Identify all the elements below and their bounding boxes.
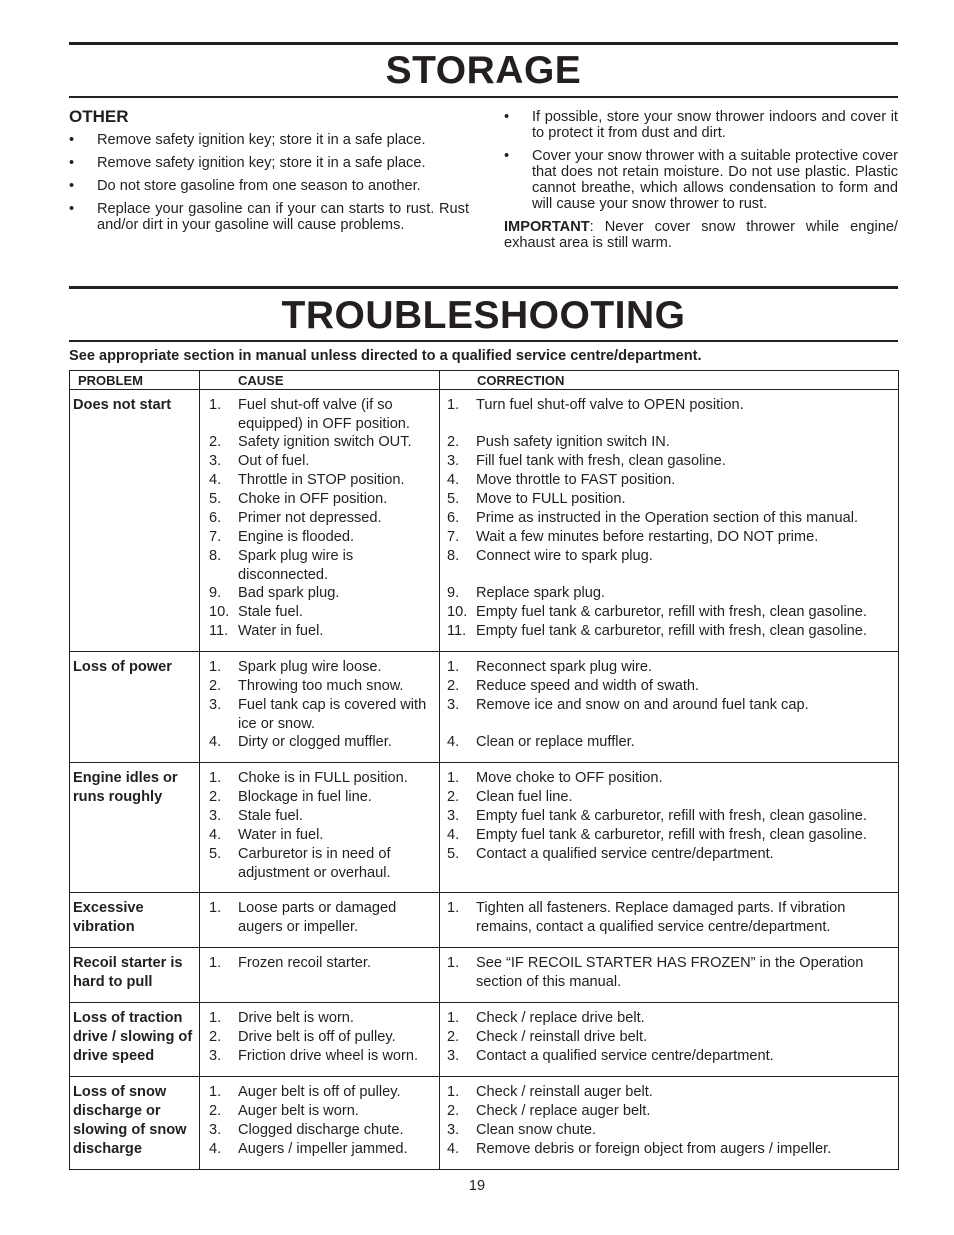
troubleshooting-top-rule (69, 286, 898, 289)
item-number: 11. (447, 623, 467, 639)
cause-item (204, 658, 435, 677)
item-number: 5. (447, 491, 460, 507)
item-number: 4. (447, 1141, 460, 1157)
cause-text: Stale fuel. (238, 604, 303, 620)
bullet-item (504, 109, 898, 141)
cause-item (204, 1047, 435, 1066)
storage-title: STORAGE (385, 49, 582, 92)
correction-text: Tighten all fasteners. Replace damaged parts. If vibration remains, contact a qualified service centre/department. (476, 900, 846, 935)
item-number: 3. (209, 697, 222, 713)
correction-item (444, 954, 894, 991)
cause-item (204, 490, 435, 509)
cause-text: Out of fuel. (238, 453, 310, 469)
item-number: 1. (447, 1084, 460, 1100)
bullet-item (69, 132, 469, 148)
item-number: 8. (447, 548, 460, 564)
table-row (70, 893, 899, 948)
bullet-text: Cover your snow thrower with a suitable protective cover that does not retain moisture. Do not use plastic. Plastic cannot breathe, which allows condensation to form and will cause your snow thrower to rust. (532, 148, 898, 212)
correction-text: Check / reinstall auger belt. (476, 1084, 653, 1100)
bullet-text: Remove safety ignition key; store it in a safe place. (97, 132, 426, 148)
cause-text: Water in fuel. (238, 827, 324, 843)
cause-text: Fuel tank cap is covered with ice or snow. (238, 697, 427, 732)
cause-list (204, 769, 435, 882)
correction-text: Reconnect spark plug wire. (476, 659, 653, 675)
correction-text: Fill fuel tank with fresh, clean gasoline. (476, 453, 726, 469)
bullet-text: If possible, store your snow thrower indoors and cover it to protect it from dust and dirt. (532, 109, 898, 141)
cause-text: Drive belt is worn. (238, 1010, 354, 1026)
item-number: 2. (447, 434, 460, 450)
troubleshooting-note: See appropriate section in manual unless directed to a qualified service centre/department. (69, 348, 702, 364)
correction-item (444, 658, 894, 677)
cause-item (204, 1121, 435, 1140)
correction-text: Check / replace auger belt. (476, 1103, 651, 1119)
bullet-marker: • (69, 132, 75, 148)
item-number: 6. (447, 510, 460, 526)
table-row (70, 390, 899, 652)
cause-item (204, 899, 435, 936)
cause-text: Friction drive wheel is worn. (238, 1048, 419, 1064)
correction-text: Remove ice and snow on and around fuel tank cap. (476, 697, 809, 713)
storage-bottom-rule (69, 96, 898, 98)
correction-item (444, 603, 894, 622)
cause-list (204, 1083, 435, 1159)
storage-right-list (504, 109, 898, 212)
correction-text: Reduce speed and width of swath. (476, 678, 700, 694)
cause-item (204, 1009, 435, 1028)
cause-item (204, 509, 435, 528)
correction-cell (440, 652, 899, 763)
bullet-marker: • (69, 155, 75, 171)
table-row (70, 763, 899, 893)
correction-text: Move throttle to FAST position. (476, 472, 676, 488)
bullet-marker: • (504, 109, 510, 125)
cause-text: Loose parts or damaged augers or impeller. (238, 900, 397, 935)
storage-top-rule (69, 42, 898, 45)
correction-text: Move to FULL position. (476, 491, 626, 507)
correction-text: Empty fuel tank & carburetor, refill with fresh, clean gasoline. (476, 623, 867, 639)
correction-item (444, 826, 894, 845)
bullet-item (69, 201, 469, 233)
item-number: 1. (447, 770, 460, 786)
table-body (70, 390, 899, 1170)
problem-cell: Loss of power (70, 652, 200, 763)
correction-list (444, 1083, 894, 1159)
item-number: 1. (209, 1084, 222, 1100)
correction-text: Empty fuel tank & carburetor, refill with fresh, clean gasoline. (476, 604, 867, 620)
header-correction: CORRECTION (440, 371, 899, 390)
item-number: 1. (209, 397, 222, 413)
problem-cell: Recoil starter is hard to pull (70, 948, 200, 1003)
important-text: : Never cover snow thrower while engine/ exhaust area is still warm. (504, 219, 898, 251)
correction-text: Clean or replace muffler. (476, 734, 635, 750)
correction-item (444, 788, 894, 807)
item-number: 1. (447, 659, 460, 675)
correction-item (444, 1140, 894, 1159)
correction-text: Empty fuel tank & carburetor, refill with fresh, clean gasoline. (476, 827, 867, 843)
item-number: 1. (447, 397, 460, 413)
correction-item (444, 769, 894, 788)
item-number: 7. (447, 529, 460, 545)
item-number: 11. (209, 623, 229, 639)
correction-text: Clean fuel line. (476, 789, 573, 805)
cause-cell (200, 893, 440, 948)
cause-item (204, 433, 435, 452)
cause-item (204, 788, 435, 807)
item-number: 5. (209, 846, 222, 862)
correction-text: Wait a few minutes before restarting, DO NOT prime. (476, 529, 819, 545)
correction-list (444, 899, 894, 936)
important-label: IMPORTANT (504, 219, 590, 235)
cause-item (204, 1028, 435, 1047)
cause-text: Dirty or clogged muffler. (238, 734, 392, 750)
bullet-marker: • (69, 178, 75, 194)
correction-item (444, 471, 894, 490)
cause-list (204, 1009, 435, 1066)
cause-text: Safety ignition switch OUT. (238, 434, 412, 450)
cause-item (204, 826, 435, 845)
cause-text: Choke in OFF position. (238, 491, 388, 507)
correction-cell (440, 390, 899, 652)
correction-text: Replace spark plug. (476, 585, 605, 601)
cause-text: Fuel shut-off valve (if so equipped) in OFF position. (238, 397, 410, 432)
item-number: 10. (447, 604, 468, 620)
correction-item (444, 509, 894, 528)
cause-item (204, 622, 435, 641)
cause-item (204, 954, 435, 991)
cause-text: Augers / impeller jammed. (238, 1141, 408, 1157)
correction-item (444, 584, 894, 603)
cause-text: Water in fuel. (238, 623, 324, 639)
bullet-marker: • (69, 201, 75, 217)
problem-cell: Engine idles or runs roughly (70, 763, 200, 893)
cause-item (204, 396, 435, 433)
item-number: 2. (447, 1103, 460, 1119)
correction-text: Clean snow chute. (476, 1122, 597, 1138)
correction-list (444, 1009, 894, 1066)
correction-cell (440, 763, 899, 893)
correction-list (444, 658, 894, 752)
cause-list (204, 396, 435, 641)
correction-text: Check / reinstall drive belt. (476, 1029, 648, 1045)
correction-item (444, 396, 894, 433)
item-number: 4. (447, 472, 460, 488)
correction-item (444, 1009, 894, 1028)
item-number: 3. (447, 1048, 460, 1064)
correction-list (444, 769, 894, 882)
header-cause: CAUSE (200, 371, 440, 390)
problem-cell: Does not start (70, 390, 200, 652)
item-number: 2. (209, 789, 222, 805)
correction-item (444, 452, 894, 471)
correction-item (444, 547, 894, 584)
item-number: 1. (447, 900, 460, 916)
cause-text: Spark plug wire is disconnected. (238, 548, 354, 583)
correction-text: Prime as instructed in the Operation section of this manual. (476, 510, 859, 526)
storage-left-list (69, 132, 469, 233)
item-number: 1. (209, 955, 222, 971)
page-number: 19 (468, 1178, 486, 1194)
problem-cell: Excessive vibration (70, 893, 200, 948)
correction-item (444, 807, 894, 826)
correction-cell (440, 1077, 899, 1170)
cause-text: Primer not depressed. (238, 510, 382, 526)
item-number: 4. (209, 827, 222, 843)
cause-item (204, 1102, 435, 1121)
cause-text: Bad spark plug. (238, 585, 340, 601)
correction-cell (440, 893, 899, 948)
item-number: 1. (447, 1010, 460, 1026)
item-number: 2. (447, 789, 460, 805)
cause-item (204, 603, 435, 622)
item-number: 2. (209, 434, 222, 450)
item-number: 3. (209, 453, 222, 469)
correction-cell (440, 1003, 899, 1077)
correction-list (444, 954, 894, 991)
cause-text: Clogged discharge chute. (238, 1122, 404, 1138)
correction-cell (440, 948, 899, 1003)
cause-item (204, 1083, 435, 1102)
table-row (70, 1003, 899, 1077)
cause-item (204, 528, 435, 547)
cause-text: Blockage in fuel line. (238, 789, 372, 805)
item-number: 4. (447, 734, 460, 750)
item-number: 1. (209, 659, 222, 675)
important-note (504, 219, 898, 251)
cause-item (204, 547, 435, 584)
item-number: 8. (209, 548, 222, 564)
header-problem: PROBLEM (70, 371, 200, 390)
item-number: 1. (209, 900, 222, 916)
cause-text: Carburetor is in need of adjustment or overhaul. (238, 846, 391, 881)
table-row (70, 652, 899, 763)
cause-text: Auger belt is off of pulley. (238, 1084, 401, 1100)
item-number: 3. (209, 808, 222, 824)
bullet-marker: • (504, 148, 510, 164)
cause-text: Frozen recoil starter. (238, 955, 372, 971)
cause-cell (200, 763, 440, 893)
item-number: 2. (447, 1029, 460, 1045)
item-number: 2. (447, 678, 460, 694)
cause-item (204, 677, 435, 696)
item-number: 5. (209, 491, 222, 507)
correction-text: Contact a qualified service centre/department. (476, 1048, 774, 1064)
cause-item (204, 769, 435, 788)
item-number: 3. (447, 808, 460, 824)
correction-text: Connect wire to spark plug. (476, 548, 653, 564)
item-number: 1. (447, 955, 460, 971)
correction-text: Turn fuel shut-off valve to OPEN position. (476, 397, 744, 413)
item-number: 7. (209, 529, 222, 545)
cause-item (204, 696, 435, 733)
cause-list (204, 899, 435, 936)
troubleshooting-table (69, 370, 899, 1170)
item-number: 3. (447, 1122, 460, 1138)
item-number: 3. (209, 1122, 222, 1138)
item-number: 6. (209, 510, 222, 526)
item-number: 4. (209, 734, 222, 750)
bullet-item (69, 178, 469, 194)
cause-text: Auger belt is worn. (238, 1103, 359, 1119)
bullet-text: Do not store gasoline from one season to another. (97, 178, 421, 194)
item-number: 3. (447, 697, 460, 713)
correction-item (444, 696, 894, 733)
correction-item (444, 1102, 894, 1121)
cause-item (204, 1140, 435, 1159)
cause-text: Spark plug wire loose. (238, 659, 382, 675)
cause-cell (200, 1077, 440, 1170)
correction-item (444, 1121, 894, 1140)
cause-cell (200, 1003, 440, 1077)
cause-cell (200, 390, 440, 652)
item-number: 5. (447, 846, 460, 862)
problem-cell: Loss of traction drive / slowing of drive speed (70, 1003, 200, 1077)
correction-text: Empty fuel tank & carburetor, refill with fresh, clean gasoline. (476, 808, 867, 824)
cause-item (204, 807, 435, 826)
storage-right-column (504, 109, 898, 251)
cause-text: Throttle in STOP position. (238, 472, 405, 488)
item-number: 2. (209, 678, 222, 694)
cause-item (204, 733, 435, 752)
correction-list (444, 396, 894, 641)
cause-item (204, 471, 435, 490)
cause-cell (200, 948, 440, 1003)
correction-item (444, 733, 894, 752)
table-row (70, 1077, 899, 1170)
correction-text: Move choke to OFF position. (476, 770, 663, 786)
correction-text: Check / replace drive belt. (476, 1010, 645, 1026)
item-number: 9. (209, 585, 222, 601)
table-row (70, 948, 899, 1003)
cause-item (204, 584, 435, 603)
item-number: 1. (209, 770, 222, 786)
storage-left-column (69, 108, 469, 240)
bullet-item (504, 148, 898, 212)
correction-item (444, 528, 894, 547)
item-number: 4. (209, 472, 222, 488)
cause-text: Stale fuel. (238, 808, 303, 824)
cause-text: Throwing too much snow. (238, 678, 404, 694)
correction-item (444, 845, 894, 882)
bullet-item (69, 155, 469, 171)
cause-item (204, 845, 435, 882)
correction-text: Push safety ignition switch IN. (476, 434, 670, 450)
cause-cell (200, 652, 440, 763)
correction-item (444, 1047, 894, 1066)
cause-text: Choke is in FULL position. (238, 770, 408, 786)
correction-item (444, 1028, 894, 1047)
cause-list (204, 658, 435, 752)
cause-item (204, 452, 435, 471)
correction-item (444, 433, 894, 452)
correction-text: Contact a qualified service centre/department. (476, 846, 774, 862)
item-number: 2. (209, 1029, 222, 1045)
cause-list (204, 954, 435, 991)
storage-subheading: OTHER (69, 107, 129, 126)
troubleshooting-title: TROUBLESHOOTING (281, 294, 686, 337)
correction-text: Remove debris or foreign object from augers / impeller. (476, 1141, 832, 1157)
item-number: 3. (447, 453, 460, 469)
table-header-row (70, 371, 899, 390)
item-number: 4. (447, 827, 460, 843)
correction-item (444, 677, 894, 696)
item-number: 10. (209, 604, 230, 620)
item-number: 3. (209, 1048, 222, 1064)
bullet-text: Replace your gasoline can if your can starts to rust. Rust and/or dirt in your gasoline will cause problems. (97, 201, 469, 233)
troubleshooting-bottom-rule (69, 340, 898, 342)
problem-cell: Loss of snow discharge or slowing of snow discharge (70, 1077, 200, 1170)
correction-text: See “IF RECOIL STARTER HAS FROZEN” in the Operation section of this manual. (476, 955, 864, 990)
correction-item (444, 899, 894, 936)
correction-item (444, 490, 894, 509)
correction-item (444, 1083, 894, 1102)
bullet-text: Remove safety ignition key; store it in a safe place. (97, 155, 426, 171)
correction-item (444, 622, 894, 641)
item-number: 4. (209, 1141, 222, 1157)
cause-text: Drive belt is off of pulley. (238, 1029, 396, 1045)
item-number: 1. (209, 1010, 222, 1026)
item-number: 9. (447, 585, 460, 601)
item-number: 2. (209, 1103, 222, 1119)
cause-text: Engine is flooded. (238, 529, 355, 545)
